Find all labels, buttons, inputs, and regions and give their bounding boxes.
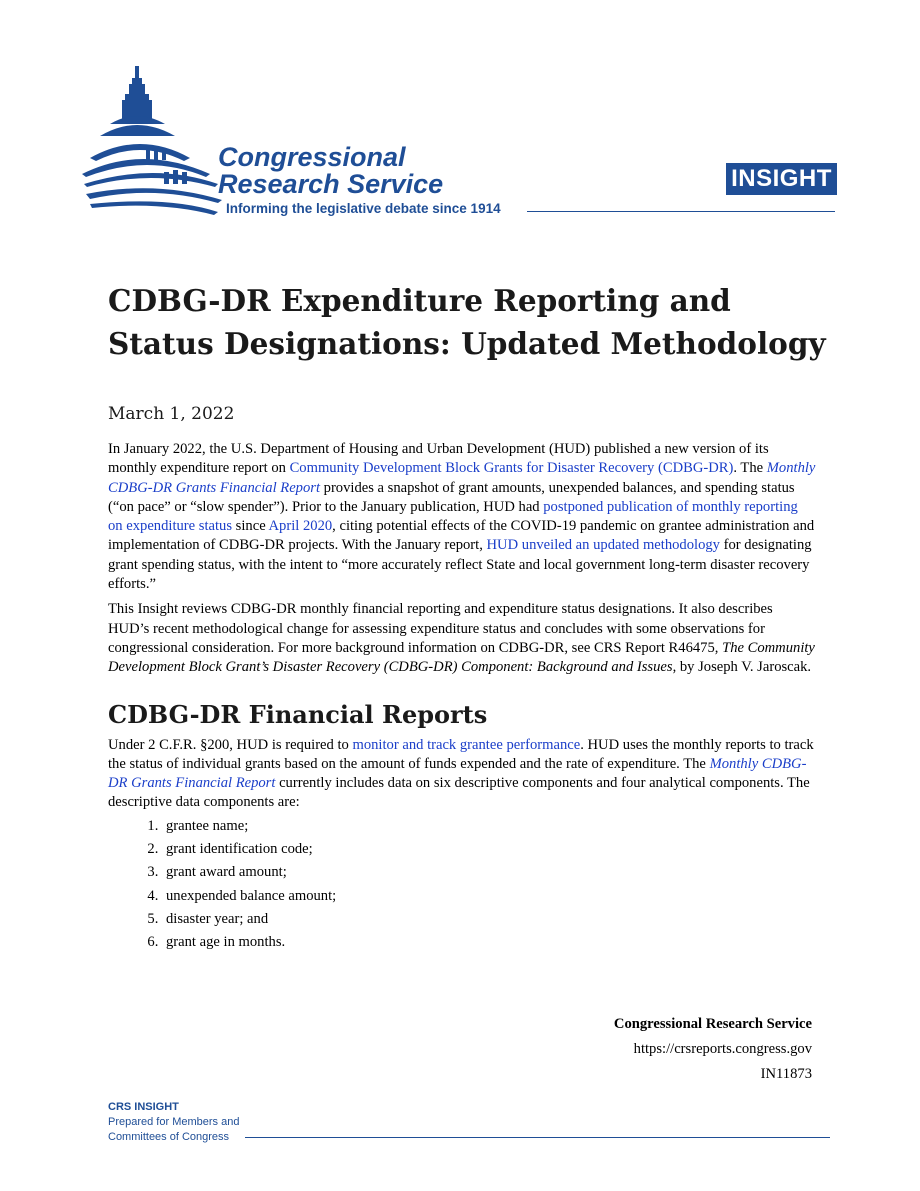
list-item: 3. grant award amount; <box>162 863 816 882</box>
footer-attribution <box>614 1012 812 1087</box>
list-item: 6. grant age in months. <box>162 933 816 952</box>
page-title: CDBG-DR Expenditure Reporting and Status Designations: Updated Methodology <box>108 283 826 361</box>
link-monitor-performance[interactable]: monitor and track grantee performance <box>352 736 581 753</box>
footer-report-id: IN11873 <box>760 1066 812 1082</box>
financial-reports-paragraph: Under 2 C.F.R. §200, HUD is required to monitor and track grantee performance. HUD uses the monthly reports to track the status of individual grants based on the amount of funds expended and the rate of expenditure. The Monthly CDBG-DR Grants Financial Report currently includes data on six descriptive components and four analytical components. The descriptive data components are: <box>108 736 814 811</box>
crs-wordmark-line2: Research Service <box>218 169 444 199</box>
footer-left-line1: Prepared for Members and <box>108 1116 240 1128</box>
document-body <box>108 440 816 957</box>
footer-left-line2: Committees of Congress <box>108 1131 230 1143</box>
footer-url[interactable]: https://crsreports.congress.gov <box>633 1041 812 1057</box>
section-heading: CDBG-DR Financial Reports <box>108 699 488 729</box>
link-postponed-publication[interactable]: postponed publication of monthly reporting on expenditure status <box>108 498 798 535</box>
tagline-rule <box>527 211 835 212</box>
link-updated-methodology[interactable]: HUD unveiled an updated methodology <box>486 537 720 554</box>
crs-wordmark <box>218 144 443 198</box>
link-monthly-financial-report-2[interactable]: Monthly CDBG-DR Grants Financial Report <box>108 755 807 792</box>
link-april-2020[interactable]: April 2020 <box>268 518 333 535</box>
descriptive-components-list <box>108 817 816 953</box>
footer-crs-insight <box>108 1100 239 1145</box>
footer-left-title: CRS INSIGHT <box>108 1101 179 1113</box>
insight-badge: INSIGHT <box>726 163 837 195</box>
intro-paragraph: In January 2022, the U.S. Department of Housing and Urban Development (HUD) published a new version of its monthly expenditure report on Community Development Block Grants for Disaster Recovery (CDBG-DR). The Monthly CDBG-DR Grants Financial Report provides a snapshot of grant amounts, unexpended balances, and spending status (“on pace” or “slow spender”). Prior to the January publication, HUD had postponed publication of monthly reporting on expenditure status since April 2020, citing potential effects of the COVID-19 pandemic on grantee administration and implementation of CDBG-DR projects. With the January report, HUD unveiled an updated methodology for designating grant spending status, with the intent to “more accurately reflect State and local government long-term disaster recovery efforts.” <box>108 441 816 593</box>
list-item: 1. grantee name; <box>162 817 816 836</box>
link-cdbg-dr-program[interactable]: Community Development Block Grants for Disaster Recovery (CDBG-DR) <box>289 460 734 477</box>
crs-tagline: Informing the legislative debate since 1914 <box>226 201 501 216</box>
link-monthly-financial-report[interactable]: Monthly CDBG-DR Grants Financial Report <box>108 460 816 496</box>
footer-rule <box>245 1137 830 1138</box>
publication-date: March 1, 2022 <box>108 404 235 424</box>
list-item: 4. unexpended balance amount; <box>162 887 816 906</box>
list-item: 2. grant identification code; <box>162 840 816 859</box>
footer-org: Congressional Research Service <box>613 1016 812 1032</box>
overview-paragraph: This Insight reviews CDBG-DR monthly financial reporting and expenditure status designations. It also describes HUD’s recent methodological change for assessing expenditure status and concludes with some observations for congressional consideration. For more background information on CDBG-DR, see CRS Report R46475, The Community Development Block Grant’s Disaster Recovery (CDBG-DR) Component: Background and Issues, by Joseph V. Jaroscak. <box>108 601 815 676</box>
crs-wordmark-line1: Congressional <box>218 142 406 172</box>
report-title-italic: The Community Development Block Grant’s Disaster Recovery (CDBG-DR) Component: Background and Issues <box>108 639 815 676</box>
list-item: 5. disaster year; and <box>162 910 816 929</box>
